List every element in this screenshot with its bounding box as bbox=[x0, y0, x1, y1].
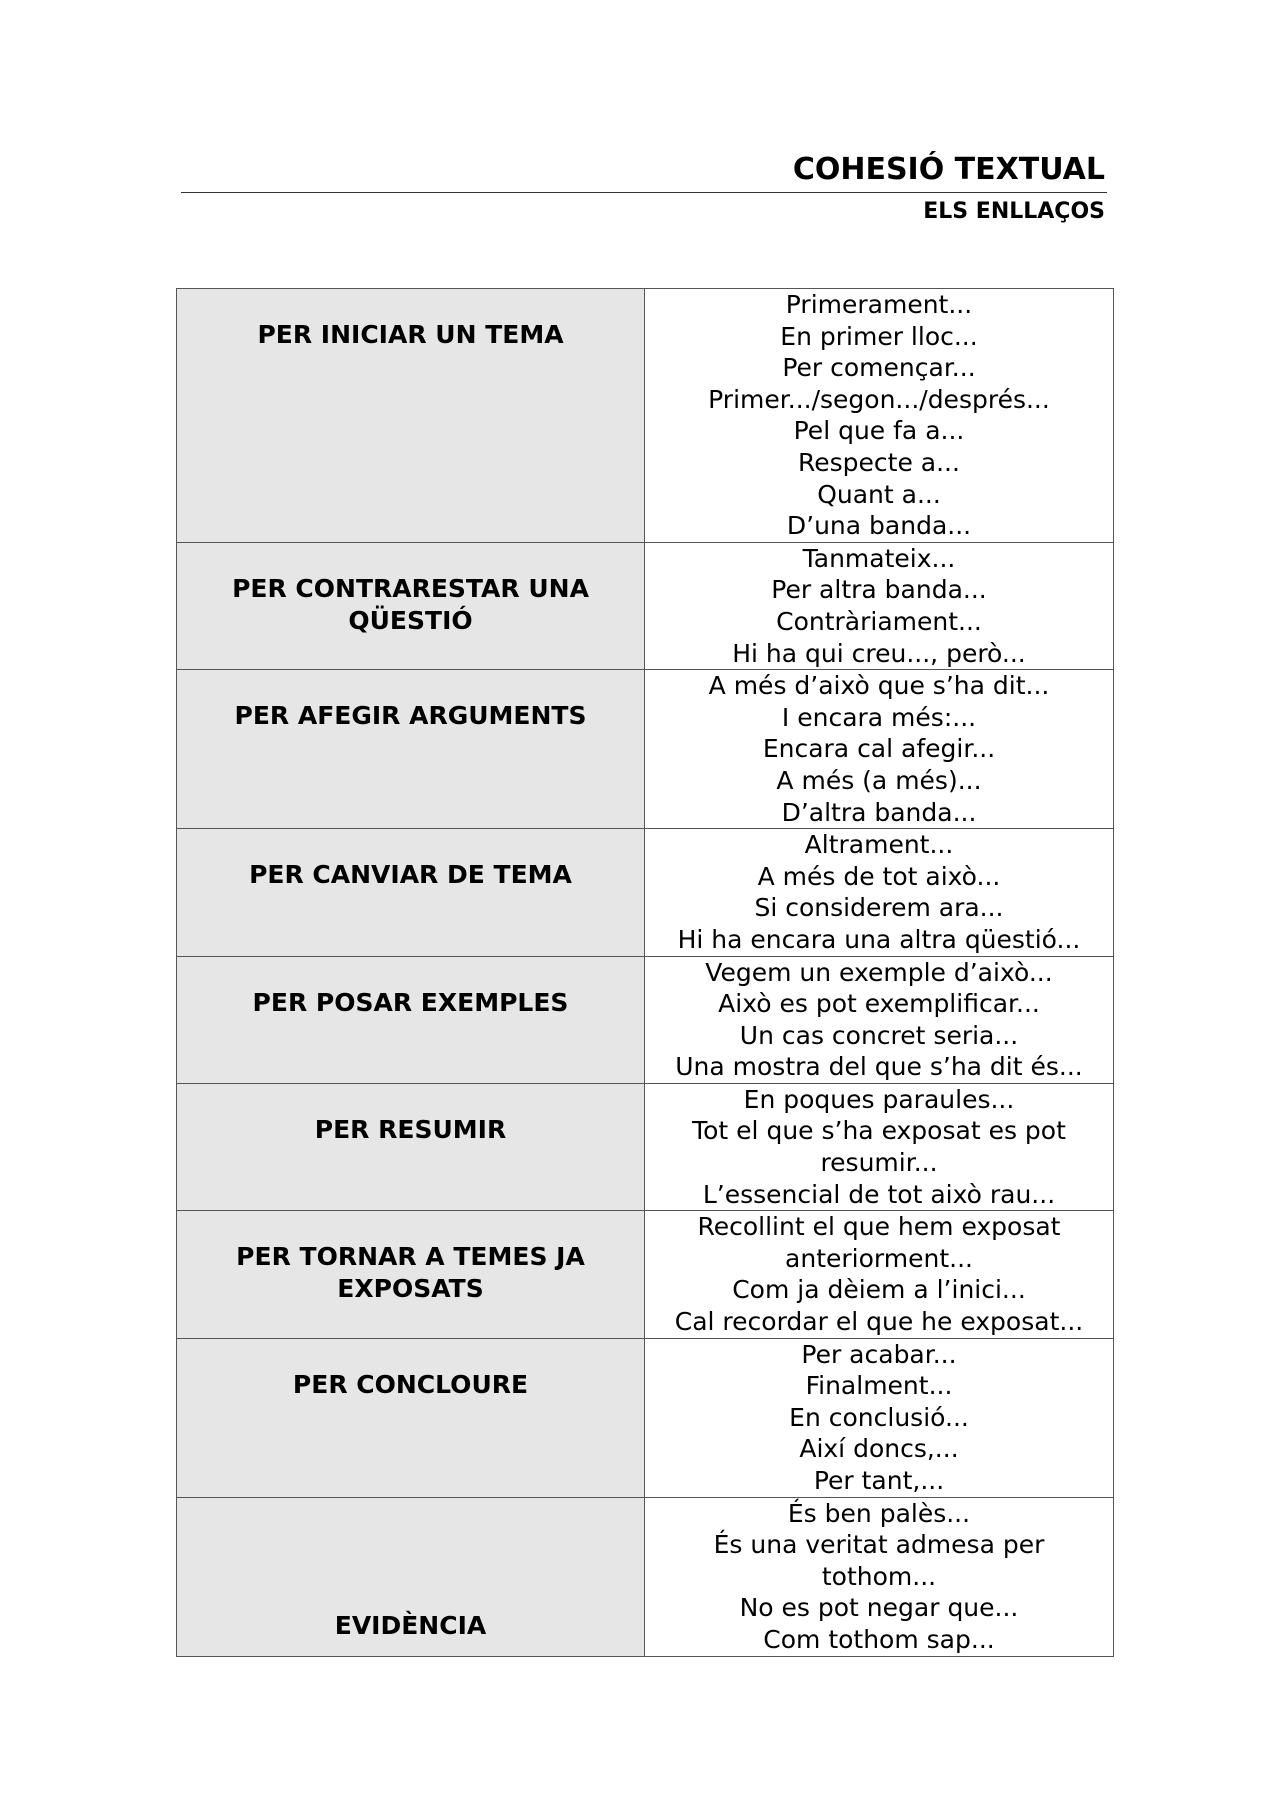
table-row bbox=[177, 1083, 1114, 1210]
examples-cell bbox=[645, 829, 1114, 956]
example-line: I encara més:... bbox=[781, 702, 977, 732]
example-line: Quant a... bbox=[817, 479, 941, 509]
example-line: Finalment... bbox=[805, 1371, 953, 1401]
example-line: L’essencial de tot això rau... bbox=[702, 1179, 1056, 1209]
category-label: PER POSAR EXEMPLES bbox=[252, 987, 569, 1017]
example-line: Respecte a... bbox=[798, 447, 960, 477]
connectors-table bbox=[176, 288, 1114, 1657]
example-line: En primer lloc... bbox=[780, 321, 978, 351]
example-line: A més (a més)... bbox=[776, 765, 982, 795]
example-line: D’altra banda... bbox=[781, 797, 977, 827]
example-line: En poques paraules... bbox=[743, 1084, 1015, 1114]
table-row bbox=[177, 542, 1114, 669]
example-line: És ben palès... bbox=[787, 1498, 971, 1528]
category-cell bbox=[177, 1497, 645, 1656]
example-line: Una mostra del que s’ha dit és... bbox=[675, 1052, 1083, 1082]
table-row bbox=[177, 956, 1114, 1083]
example-line: Hi ha encara una altra qüestió... bbox=[677, 924, 1081, 954]
category-label: EVIDÈNCIA bbox=[334, 1610, 487, 1640]
document-subtitle: ELS ENLLAÇOS bbox=[923, 199, 1105, 224]
category-cell bbox=[177, 1338, 645, 1497]
examples-cell bbox=[645, 670, 1114, 829]
table-row bbox=[177, 670, 1114, 829]
examples-cell bbox=[645, 956, 1114, 1083]
category-label: PER RESUMIR bbox=[314, 1114, 507, 1144]
example-line: No es pot negar que... bbox=[739, 1593, 1019, 1623]
table-row bbox=[177, 289, 1114, 543]
example-line: Per tant,... bbox=[813, 1466, 945, 1495]
example-line: Pel que fa a... bbox=[793, 416, 965, 446]
category-cell bbox=[177, 829, 645, 956]
example-line: Hi ha qui creu..., però... bbox=[732, 638, 1026, 668]
table-row bbox=[177, 1211, 1114, 1338]
example-line: Tot el que s’ha exposat es pot bbox=[692, 1116, 1066, 1146]
example-line: Vegem un exemple d’això... bbox=[705, 957, 1053, 987]
category-cell bbox=[177, 1211, 645, 1338]
table-row bbox=[177, 1497, 1114, 1656]
example-line: Primer.../segon.../després... bbox=[708, 384, 1050, 414]
example-line: D’una banda... bbox=[786, 511, 972, 541]
example-line: Primerament... bbox=[785, 290, 973, 319]
category-cell bbox=[177, 289, 645, 543]
example-line: resumir... bbox=[820, 1148, 938, 1178]
example-line: Recollint el que hem exposat bbox=[697, 1212, 1061, 1242]
example-line: Altrament... bbox=[804, 830, 954, 860]
examples-cell bbox=[645, 289, 1114, 543]
table-row bbox=[177, 829, 1114, 956]
category-cell bbox=[177, 1083, 645, 1210]
category-label: PER TORNAR A TEMES JA EXPOSATS bbox=[236, 1242, 585, 1304]
example-line: Si considerem ara... bbox=[754, 893, 1004, 923]
connectors-table-body bbox=[177, 289, 1114, 1657]
table-row bbox=[177, 1338, 1114, 1497]
example-line: Un cas concret seria... bbox=[739, 1020, 1019, 1050]
document-header bbox=[181, 150, 1107, 227]
category-label: PER INICIAR UN TEMA bbox=[257, 320, 564, 349]
examples-cell bbox=[645, 1338, 1114, 1497]
document-title: COHESIÓ TEXTUAL bbox=[792, 152, 1105, 187]
category-label: PER CONTRARESTAR UNA QÜESTIÓ bbox=[232, 573, 589, 635]
example-line: Per començar... bbox=[782, 353, 976, 383]
category-cell bbox=[177, 670, 645, 829]
example-line: Com tothom sap... bbox=[763, 1625, 995, 1654]
header-rule bbox=[181, 192, 1107, 193]
example-line: Això es pot exemplificar... bbox=[718, 989, 1040, 1019]
example-line: És una veritat admesa per bbox=[713, 1530, 1045, 1560]
examples-cell bbox=[645, 1083, 1114, 1210]
example-line: Per acabar... bbox=[801, 1339, 957, 1369]
example-line: Contràriament... bbox=[776, 606, 982, 636]
example-line: Encara cal afegir... bbox=[762, 734, 996, 764]
examples-cell bbox=[645, 542, 1114, 669]
example-line: Per altra banda... bbox=[771, 575, 987, 605]
example-line: tothom... bbox=[821, 1561, 937, 1591]
example-line: A més de tot això... bbox=[757, 861, 1001, 891]
category-cell bbox=[177, 542, 645, 669]
example-line: Cal recordar el que he exposat... bbox=[674, 1307, 1084, 1337]
category-label: PER AFEGIR ARGUMENTS bbox=[234, 701, 587, 731]
category-label: PER CANVIAR DE TEMA bbox=[249, 860, 572, 890]
example-line: En conclusió... bbox=[789, 1402, 969, 1432]
example-line: A més d’això que s’ha dit... bbox=[708, 671, 1050, 701]
category-cell bbox=[177, 956, 645, 1083]
example-line: Tanmateix... bbox=[802, 543, 956, 573]
examples-cell bbox=[645, 1497, 1114, 1656]
category-label: PER CONCLOURE bbox=[292, 1369, 529, 1399]
example-line: anteriorment... bbox=[785, 1243, 973, 1273]
examples-cell bbox=[645, 1211, 1114, 1338]
example-line: Així doncs,... bbox=[799, 1434, 959, 1464]
example-line: Com ja dèiem a l’inici... bbox=[732, 1275, 1026, 1305]
